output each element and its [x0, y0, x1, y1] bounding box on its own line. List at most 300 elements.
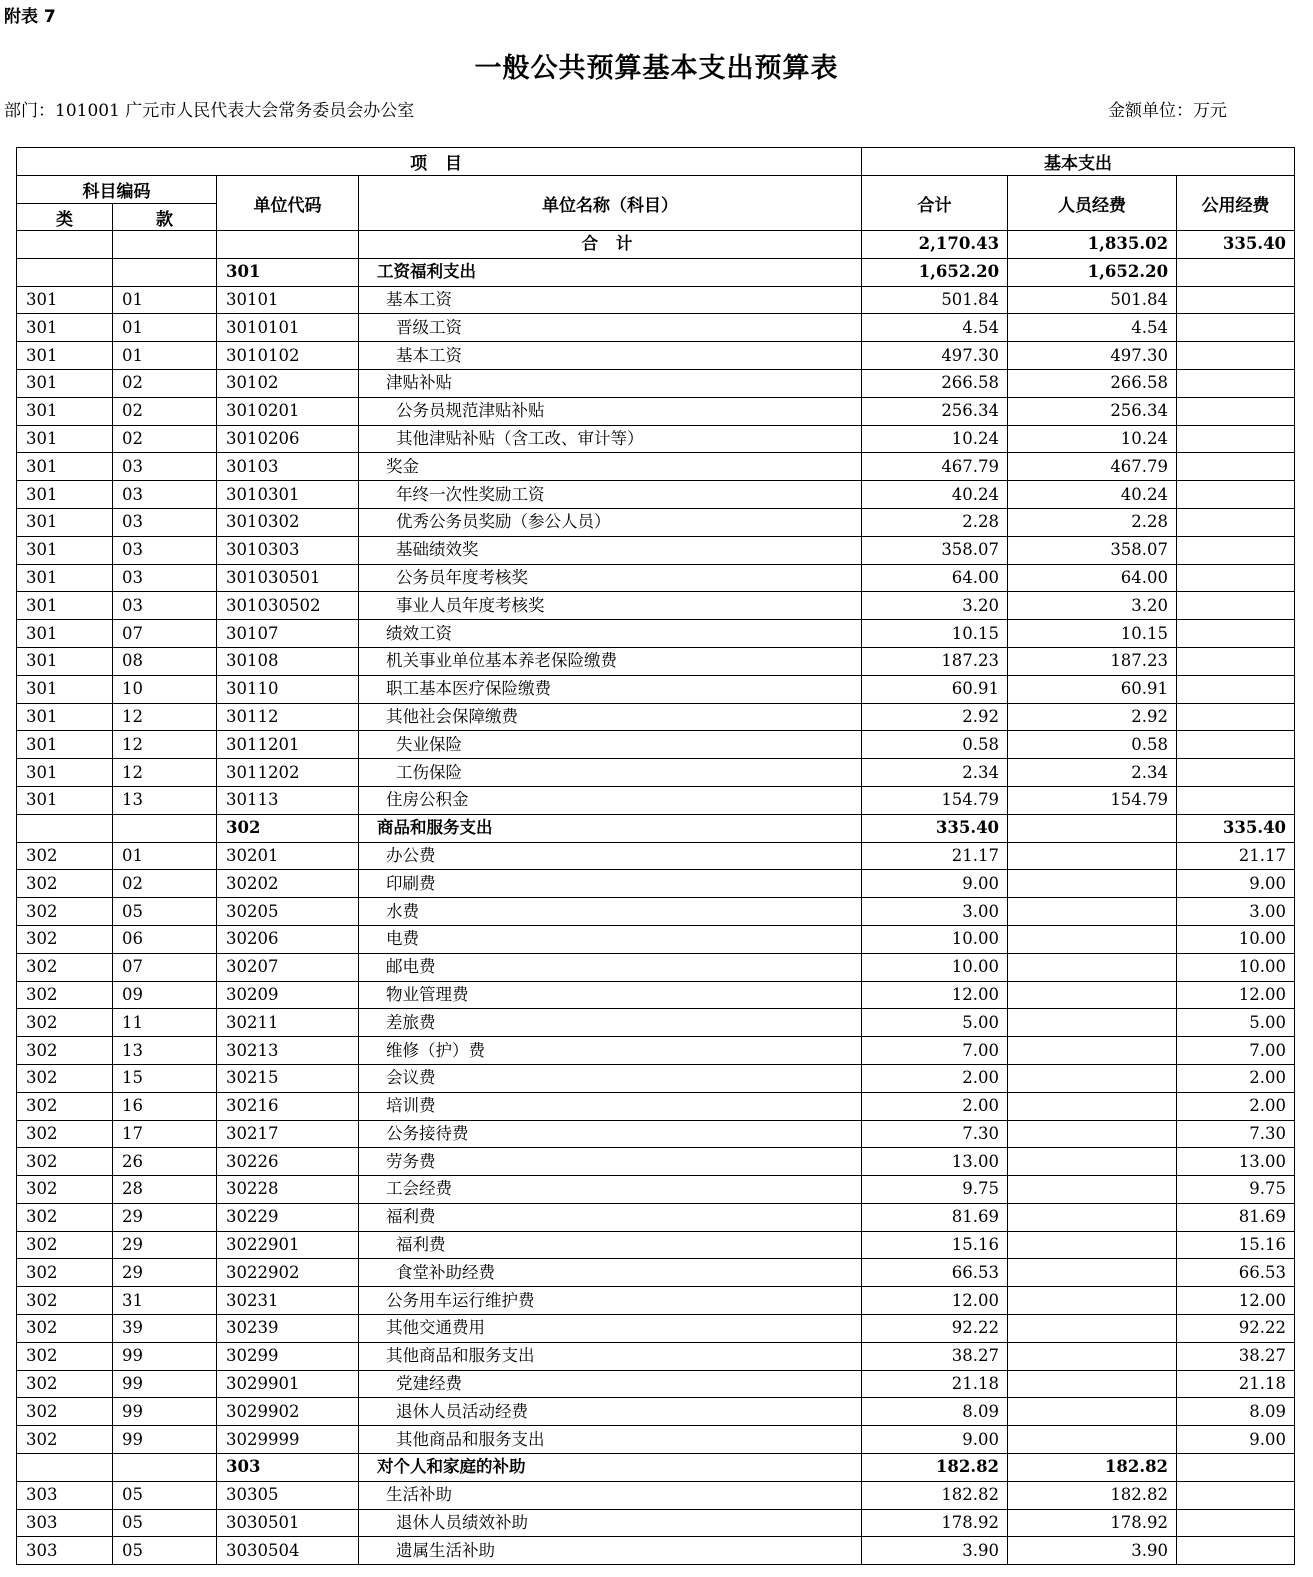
- cell-unit-code: 3010102: [217, 342, 359, 370]
- cell-kuan: 01: [113, 314, 217, 342]
- cell-total: 2.00: [862, 1064, 1008, 1092]
- cell-kuan: [113, 258, 217, 286]
- cell-lei: 302: [17, 842, 113, 870]
- cell-public: 335.40: [1177, 814, 1295, 842]
- cell-personnel: 2.34: [1008, 759, 1177, 787]
- cell-unit-code: 302: [217, 814, 359, 842]
- cell-lei: 302: [17, 1092, 113, 1120]
- cell-unit-name: 印刷费: [359, 870, 862, 898]
- cell-personnel: [1008, 1231, 1177, 1259]
- cell-unit-code: 30112: [217, 703, 359, 731]
- cell-lei: 301: [17, 425, 113, 453]
- cell-lei: 302: [17, 953, 113, 981]
- cell-unit-name: 商品和服务支出: [359, 814, 862, 842]
- cell-total: 3.00: [862, 898, 1008, 926]
- cell-personnel: 182.82: [1008, 1454, 1177, 1482]
- cell-total: 12.00: [862, 1287, 1008, 1315]
- cell-total: 2.28: [862, 508, 1008, 536]
- table-row: [17, 703, 1295, 731]
- cell-unit-name: 基本工资: [359, 286, 862, 314]
- header-public: 公用经费: [1177, 176, 1295, 231]
- cell-kuan: 02: [113, 425, 217, 453]
- cell-total: 64.00: [862, 564, 1008, 592]
- cell-unit-name: 物业管理费: [359, 981, 862, 1009]
- cell-personnel: [1008, 1315, 1177, 1343]
- table-row: [17, 647, 1295, 675]
- cell-unit-name: 优秀公务员奖励（参公人员）: [359, 508, 862, 536]
- table-row: [17, 1537, 1295, 1565]
- cell-lei: 302: [17, 1287, 113, 1315]
- cell-public: 12.00: [1177, 981, 1295, 1009]
- cell-kuan: 99: [113, 1398, 217, 1426]
- cell-lei: 302: [17, 870, 113, 898]
- cell-personnel: [1008, 981, 1177, 1009]
- cell-personnel: 2.92: [1008, 703, 1177, 731]
- cell-total: 21.17: [862, 842, 1008, 870]
- cell-public: [1177, 703, 1295, 731]
- cell-total: 92.22: [862, 1315, 1008, 1343]
- cell-lei: 301: [17, 703, 113, 731]
- cell-lei: 302: [17, 1315, 113, 1343]
- cell-unit-name: 事业人员年度考核奖: [359, 592, 862, 620]
- cell-kuan: 29: [113, 1203, 217, 1231]
- cell-personnel: [1008, 1398, 1177, 1426]
- grand-total-row: [17, 231, 1295, 259]
- table-row: [17, 925, 1295, 953]
- cell-public: 8.09: [1177, 1398, 1295, 1426]
- cell-unit-code: 301030501: [217, 564, 359, 592]
- cell-personnel: [1008, 1037, 1177, 1065]
- cell-total: 5.00: [862, 1009, 1008, 1037]
- cell-public: 2.00: [1177, 1064, 1295, 1092]
- cell-unit-code: 3010206: [217, 425, 359, 453]
- cell-unit-name: 水费: [359, 898, 862, 926]
- cell-lei: 301: [17, 286, 113, 314]
- cell-lei: 302: [17, 1370, 113, 1398]
- cell-unit-name: 培训费: [359, 1092, 862, 1120]
- cell-public: 38.27: [1177, 1342, 1295, 1370]
- cell-public: [1177, 592, 1295, 620]
- cell-unit-code: 30299: [217, 1342, 359, 1370]
- cell-total: 178.92: [862, 1509, 1008, 1537]
- cell-unit-name: 办公费: [359, 842, 862, 870]
- cell-public: [1177, 786, 1295, 814]
- cell-kuan: [113, 1454, 217, 1482]
- cell-lei: 301: [17, 314, 113, 342]
- table-row: [17, 620, 1295, 648]
- cell-total: 12.00: [862, 981, 1008, 1009]
- cell-unit-name: 电费: [359, 925, 862, 953]
- cell-public: 15.16: [1177, 1231, 1295, 1259]
- cell-unit-name: 住房公积金: [359, 786, 862, 814]
- cell-total: 266.58: [862, 369, 1008, 397]
- cell-kuan: 05: [113, 1509, 217, 1537]
- header-project: 项 目: [17, 148, 862, 176]
- cell-unit-name: 机关事业单位基本养老保险缴费: [359, 647, 862, 675]
- cell-unit-code: 30102: [217, 369, 359, 397]
- cell-lei: 303: [17, 1481, 113, 1509]
- cell-unit-name: 工资福利支出: [359, 258, 862, 286]
- cell-total: 182.82: [862, 1454, 1008, 1482]
- cell-kuan: 12: [113, 731, 217, 759]
- cell-total: 2.34: [862, 759, 1008, 787]
- cell-unit-code: 3010101: [217, 314, 359, 342]
- cell-personnel: [1008, 1426, 1177, 1454]
- cell-total: 66.53: [862, 1259, 1008, 1287]
- cell-unit-name: 年终一次性奖励工资: [359, 481, 862, 509]
- cell-total: 256.34: [862, 397, 1008, 425]
- cell-lei: 301: [17, 592, 113, 620]
- cell-unit-name: 对个人和家庭的补助: [359, 1454, 862, 1482]
- table-row: [17, 1092, 1295, 1120]
- cell-kuan: 39: [113, 1315, 217, 1343]
- cell-public: 7.30: [1177, 1120, 1295, 1148]
- cell-total: 358.07: [862, 536, 1008, 564]
- table-row: [17, 1009, 1295, 1037]
- table-row: [17, 508, 1295, 536]
- cell-unit-code: 30201: [217, 842, 359, 870]
- cell-public: [1177, 369, 1295, 397]
- cell-unit-name: 差旅费: [359, 1009, 862, 1037]
- cell-unit-name: 失业保险: [359, 731, 862, 759]
- cell-unit-name: 福利费: [359, 1231, 862, 1259]
- header-unit-name: 单位名称（科目）: [359, 176, 862, 231]
- cell-kuan: 03: [113, 508, 217, 536]
- cell-unit-name: 职工基本医疗保险缴费: [359, 675, 862, 703]
- cell-lei: 302: [17, 1148, 113, 1176]
- table-row: [17, 953, 1295, 981]
- cell-public: [1177, 314, 1295, 342]
- cell-public: 9.75: [1177, 1176, 1295, 1204]
- cell-personnel: 358.07: [1008, 536, 1177, 564]
- cell-total: 15.16: [862, 1231, 1008, 1259]
- cell-public: [1177, 258, 1295, 286]
- cell-personnel: [1008, 898, 1177, 926]
- cell-total: 467.79: [862, 453, 1008, 481]
- cell-lei: 301: [17, 508, 113, 536]
- cell-public: [1177, 453, 1295, 481]
- cell-total: 335.40: [862, 814, 1008, 842]
- cell-personnel: 64.00: [1008, 564, 1177, 592]
- cell-unit-code: 30207: [217, 953, 359, 981]
- cell-kuan: [113, 814, 217, 842]
- table-row: [17, 1481, 1295, 1509]
- cell-public: [1177, 731, 1295, 759]
- cell-kuan: 11: [113, 1009, 217, 1037]
- cell-personnel: [1008, 1176, 1177, 1204]
- cell-public: 10.00: [1177, 953, 1295, 981]
- cell-public: [1177, 342, 1295, 370]
- grand-total-label: 合 计: [359, 231, 862, 259]
- cell-kuan: 03: [113, 481, 217, 509]
- cell-unit-code: 30228: [217, 1176, 359, 1204]
- grand-total-value: 2,170.43: [862, 231, 1008, 259]
- cell-unit-code: 30113: [217, 786, 359, 814]
- cell-kuan: 08: [113, 647, 217, 675]
- cell-lei: 302: [17, 1259, 113, 1287]
- cell-kuan: 05: [113, 1481, 217, 1509]
- cell-unit-name: 公务员年度考核奖: [359, 564, 862, 592]
- cell-total: 187.23: [862, 647, 1008, 675]
- cell-unit-code: 30305: [217, 1481, 359, 1509]
- cell-unit-name: 基础绩效奖: [359, 536, 862, 564]
- cell-unit-code: 3030504: [217, 1537, 359, 1565]
- cell-unit-code: 30209: [217, 981, 359, 1009]
- cell-unit-name: 津贴补贴: [359, 369, 862, 397]
- cell-total: 0.58: [862, 731, 1008, 759]
- cell-total: 10.15: [862, 620, 1008, 648]
- cell-public: [1177, 481, 1295, 509]
- page-title: 一般公共预算基本支出预算表: [474, 53, 839, 84]
- cell-kuan: 05: [113, 898, 217, 926]
- cell-personnel: [1008, 1370, 1177, 1398]
- cell-kuan: 07: [113, 620, 217, 648]
- cell-unit-name: 党建经费: [359, 1370, 862, 1398]
- cell-kuan: 31: [113, 1287, 217, 1315]
- cell-lei: 301: [17, 397, 113, 425]
- header-kuan: 款: [113, 204, 217, 231]
- cell-total: 13.00: [862, 1148, 1008, 1176]
- cell-lei: 301: [17, 564, 113, 592]
- cell-personnel: [1008, 1342, 1177, 1370]
- cell-public: 21.18: [1177, 1370, 1295, 1398]
- cell-kuan: 03: [113, 592, 217, 620]
- grand-public-value: 335.40: [1177, 231, 1295, 259]
- cell-unit-name: 劳务费: [359, 1148, 862, 1176]
- table-row: [17, 759, 1295, 787]
- cell-kuan: 99: [113, 1370, 217, 1398]
- cell-unit-name: 其他商品和服务支出: [359, 1342, 862, 1370]
- cell-unit-code: 3029901: [217, 1370, 359, 1398]
- table-row: [17, 1398, 1295, 1426]
- cell-personnel: 10.24: [1008, 425, 1177, 453]
- cell-lei: 302: [17, 1342, 113, 1370]
- header-personnel: 人员经费: [1008, 176, 1177, 231]
- cell-kuan: 05: [113, 1537, 217, 1565]
- cell-unit-code: 3011201: [217, 731, 359, 759]
- cell-kuan: 26: [113, 1148, 217, 1176]
- cell-lei: 301: [17, 620, 113, 648]
- cell-public: 3.00: [1177, 898, 1295, 926]
- cell-unit-name: 退休人员绩效补助: [359, 1509, 862, 1537]
- cell-total: 7.30: [862, 1120, 1008, 1148]
- table-row: [17, 1342, 1295, 1370]
- cell-total: 2.92: [862, 703, 1008, 731]
- cell-kuan: 12: [113, 703, 217, 731]
- table-row: [17, 1315, 1295, 1343]
- cell-personnel: 154.79: [1008, 786, 1177, 814]
- budget-table: [16, 147, 1295, 1565]
- cell-kuan: 03: [113, 453, 217, 481]
- cell-unit-name: 其他商品和服务支出: [359, 1426, 862, 1454]
- cell-public: [1177, 397, 1295, 425]
- cell-public: 92.22: [1177, 1315, 1295, 1343]
- cell-lei: 302: [17, 925, 113, 953]
- cell-total: 38.27: [862, 1342, 1008, 1370]
- table-row: [17, 675, 1295, 703]
- table-row: [17, 592, 1295, 620]
- cell-kuan: 01: [113, 842, 217, 870]
- cell-kuan: 17: [113, 1120, 217, 1148]
- cell-total: 2.00: [862, 1092, 1008, 1120]
- header-subject-code: 科目编码: [17, 176, 217, 204]
- cell-unit-code: 30215: [217, 1064, 359, 1092]
- cell-unit-code: 30101: [217, 286, 359, 314]
- cell-personnel: 60.91: [1008, 675, 1177, 703]
- table-row: [17, 453, 1295, 481]
- table-row: [17, 369, 1295, 397]
- cell-public: [1177, 1481, 1295, 1509]
- cell-unit-code: 303: [217, 1454, 359, 1482]
- cell-lei: 302: [17, 1120, 113, 1148]
- cell-kuan: 03: [113, 564, 217, 592]
- cell-personnel: 4.54: [1008, 314, 1177, 342]
- table-row: [17, 1231, 1295, 1259]
- cell-lei: 302: [17, 1203, 113, 1231]
- cell-total: 10.24: [862, 425, 1008, 453]
- cell-public: 10.00: [1177, 925, 1295, 953]
- cell-unit-code: 30229: [217, 1203, 359, 1231]
- cell-public: 13.00: [1177, 1148, 1295, 1176]
- cell-public: [1177, 759, 1295, 787]
- category-row: [17, 258, 1295, 286]
- cell-kuan: 01: [113, 286, 217, 314]
- cell-public: 9.00: [1177, 870, 1295, 898]
- cell-unit-name: 遗属生活补助: [359, 1537, 862, 1565]
- cell-unit-code: 3029902: [217, 1398, 359, 1426]
- cell-lei: 302: [17, 1009, 113, 1037]
- cell-kuan: 28: [113, 1176, 217, 1204]
- cell-personnel: 266.58: [1008, 369, 1177, 397]
- cell-unit-name: 生活补助: [359, 1481, 862, 1509]
- cell-total: 40.24: [862, 481, 1008, 509]
- cell-public: 5.00: [1177, 1009, 1295, 1037]
- cell-total: 1,652.20: [862, 258, 1008, 286]
- cell-unit-code: 3011202: [217, 759, 359, 787]
- cell-personnel: [1008, 870, 1177, 898]
- cell-unit-code: 30206: [217, 925, 359, 953]
- cell-total: 3.20: [862, 592, 1008, 620]
- table-row: [17, 286, 1295, 314]
- cell-personnel: 187.23: [1008, 647, 1177, 675]
- cell-lei: 301: [17, 647, 113, 675]
- cell-total: 501.84: [862, 286, 1008, 314]
- cell-personnel: 178.92: [1008, 1509, 1177, 1537]
- department-label: 部门：101001 广元市人民代表大会常务委员会办公室: [4, 101, 415, 121]
- cell-kuan: 29: [113, 1231, 217, 1259]
- table-row: [17, 870, 1295, 898]
- cell-kuan: 02: [113, 870, 217, 898]
- cell-total: 21.18: [862, 1370, 1008, 1398]
- table-row: [17, 1426, 1295, 1454]
- cell-lei: 301: [17, 759, 113, 787]
- cell-public: [1177, 675, 1295, 703]
- cell-unit-code: 30213: [217, 1037, 359, 1065]
- cell-unit-name: 退休人员活动经费: [359, 1398, 862, 1426]
- table-row: [17, 1148, 1295, 1176]
- cell-unit-name: 福利费: [359, 1203, 862, 1231]
- cell-total: 9.00: [862, 1426, 1008, 1454]
- cell-kuan: 10: [113, 675, 217, 703]
- cell-kuan: 09: [113, 981, 217, 1009]
- table-row: [17, 1287, 1295, 1315]
- cell-kuan: 07: [113, 953, 217, 981]
- header-lei: 类: [17, 204, 113, 231]
- table-row: [17, 342, 1295, 370]
- cell-kuan: 06: [113, 925, 217, 953]
- cell-unit-code: 3029999: [217, 1426, 359, 1454]
- cell-lei: 301: [17, 786, 113, 814]
- cell-personnel: [1008, 1203, 1177, 1231]
- header-unit-code: 单位代码: [217, 176, 359, 231]
- cell-unit-name: 公务员规范津贴补贴: [359, 397, 862, 425]
- table-row: [17, 1120, 1295, 1148]
- cell-lei: 302: [17, 1176, 113, 1204]
- cell-unit-name: 维修（护）费: [359, 1037, 862, 1065]
- table-row: [17, 842, 1295, 870]
- cell-kuan: 99: [113, 1342, 217, 1370]
- cell-unit-code: 301: [217, 258, 359, 286]
- cell-unit-name: 工伤保险: [359, 759, 862, 787]
- cell-personnel: [1008, 1120, 1177, 1148]
- cell-kuan: 16: [113, 1092, 217, 1120]
- cell-lei: 301: [17, 675, 113, 703]
- cell-personnel: [1008, 1148, 1177, 1176]
- cell-personnel: 182.82: [1008, 1481, 1177, 1509]
- cell-lei: [17, 258, 113, 286]
- cell-unit-name: 食堂补助经费: [359, 1259, 862, 1287]
- cell-personnel: 0.58: [1008, 731, 1177, 759]
- cell-kuan: 99: [113, 1426, 217, 1454]
- cell-personnel: [1008, 925, 1177, 953]
- table-row: [17, 1064, 1295, 1092]
- cell-unit-code: 30205: [217, 898, 359, 926]
- cell-public: [1177, 1509, 1295, 1537]
- cell-public: [1177, 286, 1295, 314]
- table-row: [17, 1259, 1295, 1287]
- cell-lei: 301: [17, 731, 113, 759]
- cell-unit-name: 基本工资: [359, 342, 862, 370]
- table-row: [17, 981, 1295, 1009]
- table-row: [17, 731, 1295, 759]
- cell-unit-code: 30217: [217, 1120, 359, 1148]
- cell-public: [1177, 536, 1295, 564]
- cell-personnel: [1008, 814, 1177, 842]
- cell-public: 2.00: [1177, 1092, 1295, 1120]
- cell-lei: 303: [17, 1509, 113, 1537]
- cell-lei: 302: [17, 1231, 113, 1259]
- cell-unit-code: 3022902: [217, 1259, 359, 1287]
- cell-unit-code: 30110: [217, 675, 359, 703]
- cell-unit-code: 30108: [217, 647, 359, 675]
- cell-unit-code: 3010303: [217, 536, 359, 564]
- cell-personnel: 3.20: [1008, 592, 1177, 620]
- cell-total: 9.00: [862, 870, 1008, 898]
- cell-total: 182.82: [862, 1481, 1008, 1509]
- cell-total: 10.00: [862, 925, 1008, 953]
- cell-unit-name: 其他津贴补贴（含工改、审计等）: [359, 425, 862, 453]
- cell-total: 497.30: [862, 342, 1008, 370]
- cell-kuan: 12: [113, 759, 217, 787]
- cell-public: [1177, 508, 1295, 536]
- cell-total: 154.79: [862, 786, 1008, 814]
- cell-unit-name: 邮电费: [359, 953, 862, 981]
- cell-public: [1177, 647, 1295, 675]
- cell-public: [1177, 1537, 1295, 1565]
- cell-unit-code: 3010302: [217, 508, 359, 536]
- cell-unit-code: 3030501: [217, 1509, 359, 1537]
- grand-personnel-value: 1,835.02: [1008, 231, 1177, 259]
